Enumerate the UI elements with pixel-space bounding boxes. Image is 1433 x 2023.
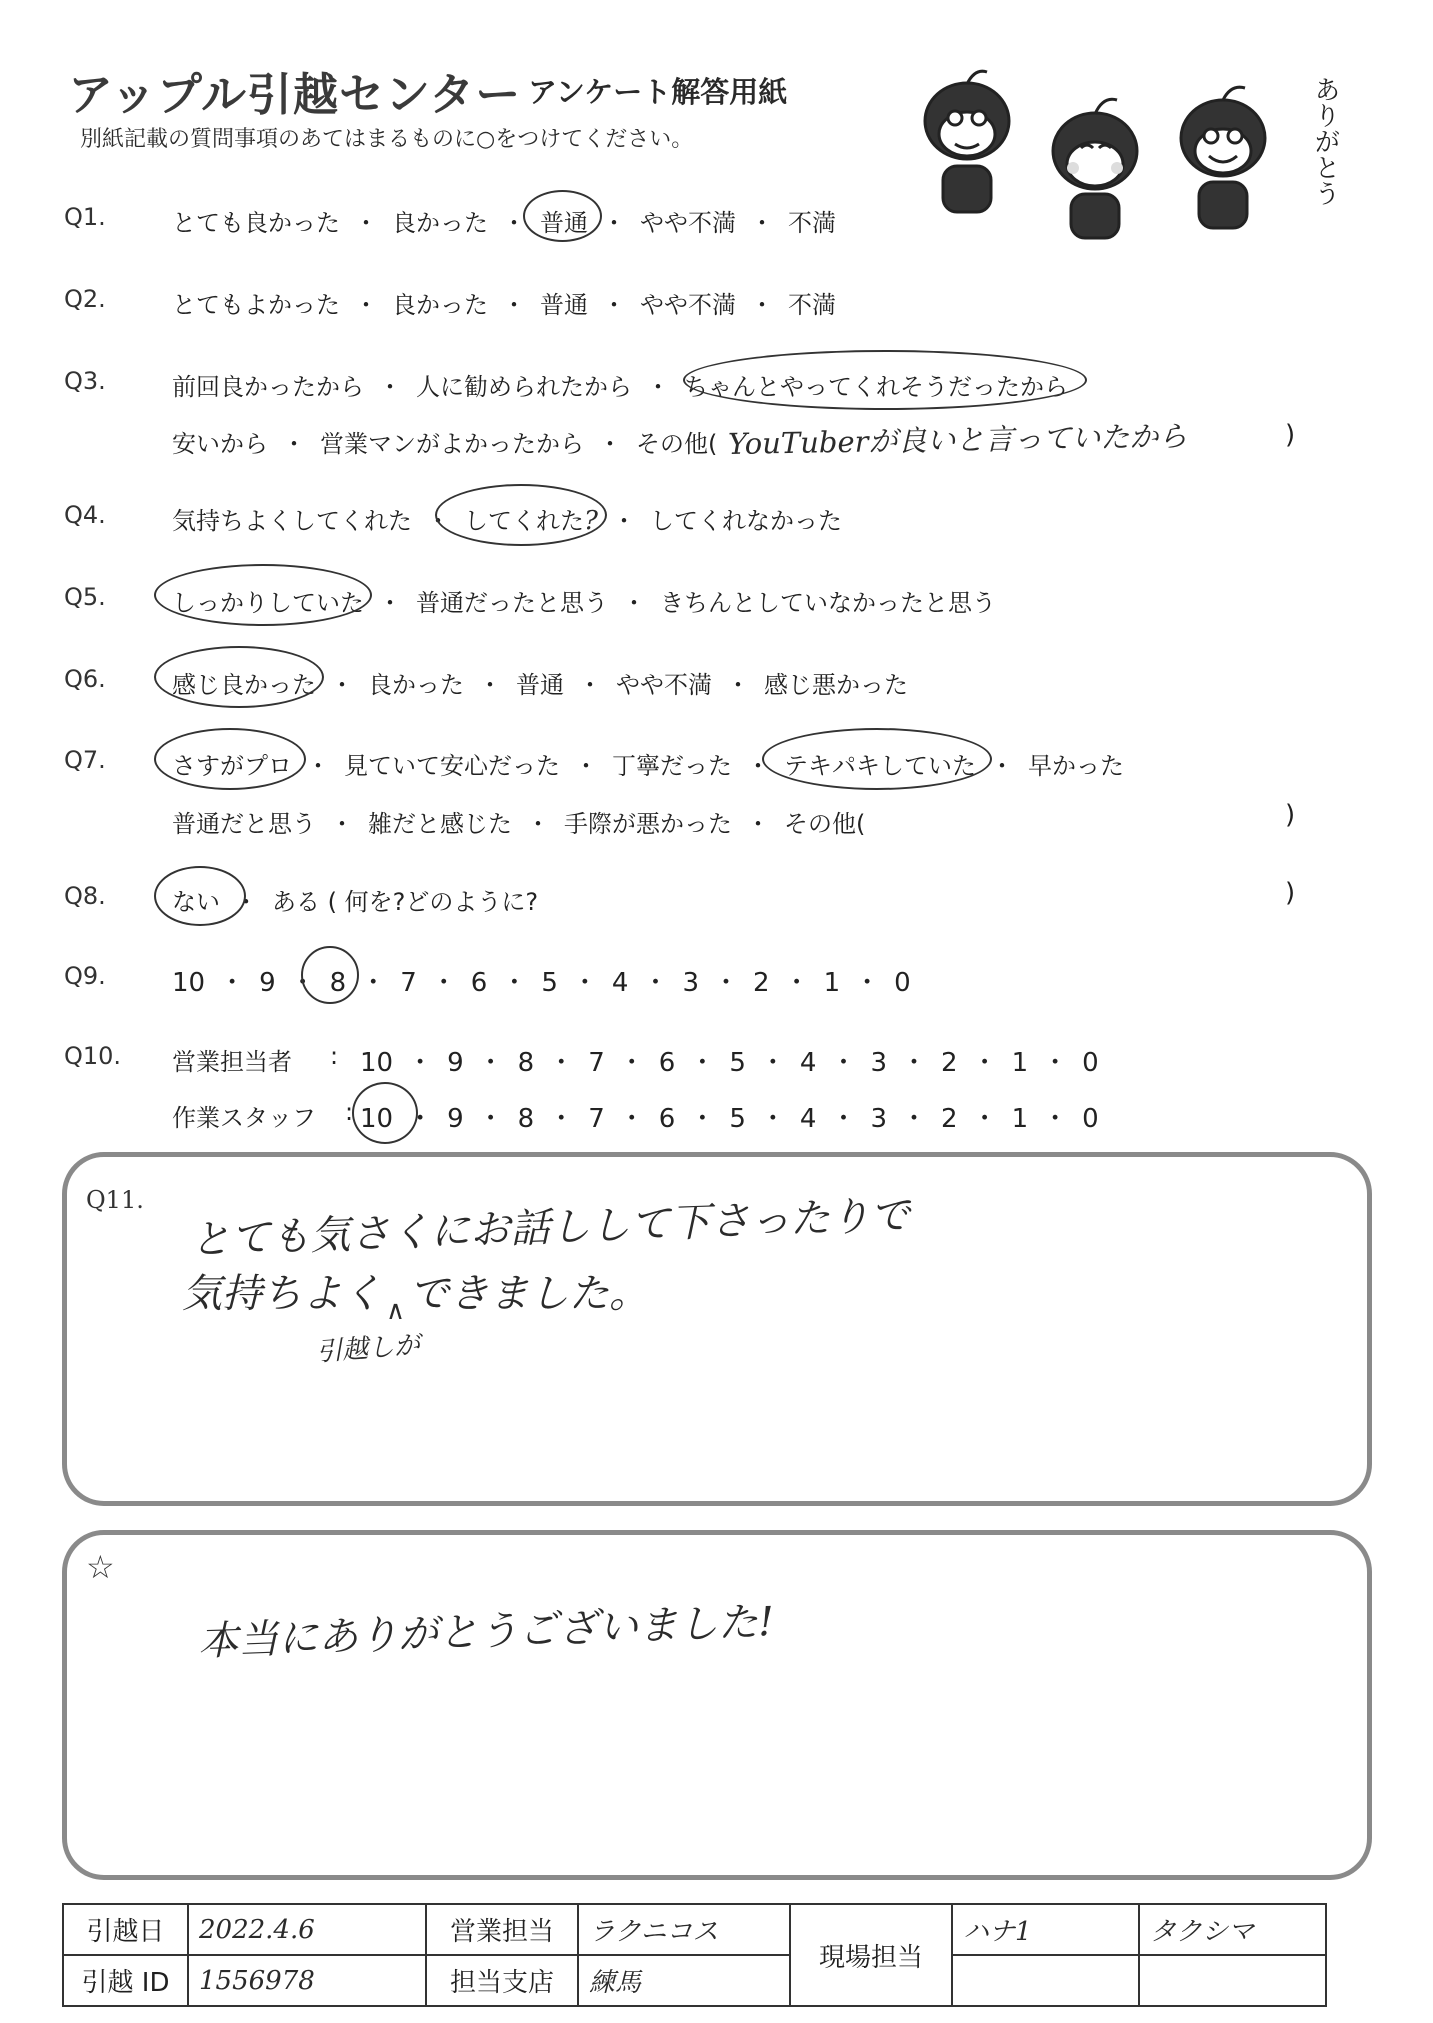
- star-icon: ☆: [86, 1548, 115, 1586]
- q1-option-selected[interactable]: 普通: [540, 209, 588, 237]
- q1-options: とても良かった ・ 良かった ・ 普通 ・ やや不満 ・ 不満: [172, 209, 836, 237]
- q3-option[interactable]: 人に勧められたから: [416, 373, 632, 401]
- q11-handwritten-line1: とても気さくにお話しして下さったりで: [189, 1192, 911, 1264]
- q10-sales-score[interactable]: 5: [729, 1048, 746, 1078]
- site-staff-label: 現場担当: [790, 1904, 952, 2006]
- q6-option[interactable]: 良かった: [368, 671, 464, 699]
- branch-value[interactable]: 練馬: [578, 1955, 790, 2006]
- q3-other-label: その他(: [636, 430, 718, 458]
- q10-sales-score[interactable]: 8: [517, 1048, 535, 1078]
- q6-option[interactable]: やや不満: [616, 671, 712, 699]
- q5-option[interactable]: きちんとしていなかったと思う: [660, 589, 996, 617]
- star-box-handwritten-message: 本当にありがとうございました!: [197, 1598, 775, 1666]
- q1-option[interactable]: やや不満: [640, 209, 736, 237]
- site-staff-empty-cell[interactable]: [952, 1955, 1139, 2006]
- q10-staff-score[interactable]: 5: [729, 1104, 746, 1134]
- monkey-mascot-left-icon: [925, 71, 1009, 212]
- q10-sales-score[interactable]: 1: [1011, 1048, 1029, 1078]
- q7-other-label: その他(: [784, 810, 866, 838]
- q4-option-selected[interactable]: してくれた: [464, 507, 584, 535]
- q9-score-selected[interactable]: 8: [329, 968, 347, 998]
- q11-line2-part1: 気持ちよく: [182, 1271, 382, 1317]
- q8-close-paren: ): [1285, 878, 1296, 908]
- q7-option[interactable]: 丁寧だった: [612, 752, 732, 780]
- company-title: アップル引越センター: [68, 68, 522, 121]
- q4-handwritten-question-mark: ?: [584, 506, 598, 536]
- q7-option[interactable]: 手際が悪かった: [564, 810, 732, 838]
- q10-staff-score[interactable]: 7: [588, 1104, 605, 1134]
- q10-sales-scale: 10 ・ 9 ・ 8 ・ 7 ・ 6 ・ 5 ・ 4 ・ 3 ・ 2 ・ 1 ・ 0: [360, 1048, 1099, 1078]
- q7-label: Q7.: [64, 746, 106, 774]
- q10-staff-score[interactable]: 1: [1011, 1104, 1029, 1134]
- q4-option[interactable]: 気持ちよくしてくれた: [172, 507, 412, 535]
- q7-options-line2: 普通だと思う ・ 雑だと感じた ・ 手際が悪かった ・ その他(: [172, 810, 866, 838]
- q9-score[interactable]: 7: [400, 968, 417, 998]
- q5-label: Q5.: [64, 583, 106, 611]
- q4-options: 気持ちよくしてくれた ・ してくれた? ・ してくれなかった: [172, 506, 842, 536]
- q6-label: Q6.: [64, 665, 106, 693]
- q10-sales-label: 営業担当者: [172, 1048, 292, 1076]
- q3-close-paren: ): [1285, 420, 1296, 450]
- q7-close-paren: ): [1285, 800, 1296, 830]
- q10-sales-score[interactable]: 3: [870, 1048, 888, 1078]
- q3-option[interactable]: 安いから: [172, 430, 268, 458]
- q10-staff-scale: 10 ・ 9 ・ 8 ・ 7 ・ 6 ・ 5 ・ 4 ・ 3 ・ 2 ・ 1 ・ 0: [360, 1104, 1099, 1134]
- q3-option[interactable]: 前回良かったから: [172, 373, 364, 401]
- q1-option[interactable]: 良かった: [392, 209, 488, 237]
- q10-staff-label: 作業スタッフ: [172, 1104, 316, 1132]
- q2-option[interactable]: やや不満: [640, 291, 736, 319]
- q6-option[interactable]: 普通: [516, 671, 564, 699]
- q10-staff-score-selected[interactable]: 10: [360, 1104, 394, 1134]
- q10-staff-colon: :: [345, 1098, 354, 1126]
- q2-label: Q2.: [64, 285, 106, 313]
- form-subtitle: アンケート解答用紙: [528, 75, 788, 109]
- q8-options: ない ・ ある ( 何を?どのように?: [172, 888, 539, 916]
- q7-option[interactable]: 見ていて安心だった: [344, 752, 560, 780]
- q3-option[interactable]: 営業マンがよかったから: [320, 430, 584, 458]
- q10-staff-score[interactable]: 9: [447, 1104, 464, 1134]
- q7-options-line1: さすがプロ ・ 見ていて安心だった ・ 丁寧だった ・ テキパキしていた ・ 早かった: [172, 752, 1124, 780]
- q2-option[interactable]: 良かった: [392, 291, 488, 319]
- q4-label: Q4.: [64, 501, 106, 529]
- q1-option[interactable]: 不満: [788, 209, 836, 237]
- q3-other-handwritten: YouTuberが良いと言っていたから: [727, 418, 1188, 462]
- q10-staff-score[interactable]: 4: [799, 1104, 817, 1134]
- q7-option-selected[interactable]: さすがプロ: [172, 752, 292, 780]
- q10-staff-score[interactable]: 2: [941, 1104, 958, 1134]
- move-id-label: 引越 ID: [63, 1955, 188, 2006]
- q3-options-line2: 安いから ・ 営業マンがよかったから ・ その他(: [172, 430, 718, 458]
- q6-option-selected[interactable]: 感じ良かった: [172, 671, 316, 699]
- q2-option[interactable]: 普通: [540, 291, 588, 319]
- star-comment-box[interactable]: [62, 1530, 1372, 1880]
- q3-option-selected[interactable]: ちゃんとやってくれそうだったから: [684, 373, 1068, 401]
- q6-options: 感じ良かった ・ 良かった ・ 普通 ・ やや不満 ・ 感じ悪かった: [172, 671, 908, 699]
- q9-score[interactable]: 2: [753, 968, 770, 998]
- q10-sales-score[interactable]: 10: [360, 1048, 394, 1078]
- q2-option[interactable]: とてもよかった: [172, 291, 340, 319]
- q11-line2-part2: できました。: [409, 1271, 650, 1317]
- q11-handwritten-line2: [182, 1262, 649, 1326]
- q5-option-selected[interactable]: しっかりしていた: [172, 589, 364, 617]
- q9-scale: 10 ・ 9 ・ 8 ・ 7 ・ 6 ・ 5 ・ 4 ・ 3 ・ 2 ・ 1 ・ 0: [172, 968, 911, 998]
- site-staff-1[interactable]: ハナ1: [952, 1904, 1139, 1955]
- q1-label: Q1.: [64, 203, 106, 231]
- monkey-mascot-right-icon: [1181, 87, 1265, 228]
- q10-staff-score[interactable]: 0: [1082, 1104, 1099, 1134]
- monkey-mascot-middle-icon: [1053, 99, 1137, 238]
- q10-sales-score[interactable]: 6: [658, 1048, 676, 1078]
- branch-label: 担当支店: [426, 1955, 578, 2006]
- q4-option[interactable]: してくれなかった: [649, 507, 842, 535]
- q10-sales-score[interactable]: 4: [799, 1048, 817, 1078]
- sales-rep-value[interactable]: ラクニコス: [578, 1904, 790, 1955]
- q2-option[interactable]: 不満: [788, 291, 836, 319]
- q8-label: Q8.: [64, 882, 106, 910]
- move-info-table: [62, 1903, 1327, 2007]
- q11-label: Q11.: [86, 1186, 144, 1214]
- q8-option[interactable]: ある ( 何を?どのように?: [272, 888, 539, 916]
- q9-score[interactable]: 9: [259, 968, 276, 998]
- q3-label: Q3.: [64, 367, 106, 395]
- monkey-mascots-illustration: [905, 56, 1340, 246]
- move-id-value[interactable]: 1556978: [188, 1955, 426, 2006]
- q3-options-line1: 前回良かったから ・ 人に勧められたから ・ ちゃんとやってくれそうだったから: [172, 373, 1068, 401]
- insertion-caret-icon: ∧: [386, 1296, 406, 1326]
- q7-option[interactable]: 雑だと感じた: [368, 810, 512, 838]
- q11-handwritten-insert: 引越しが: [315, 1330, 422, 1368]
- q9-score[interactable]: 5: [541, 968, 558, 998]
- q7-option[interactable]: 早かった: [1028, 752, 1124, 780]
- q10-sales-score[interactable]: 9: [447, 1048, 464, 1078]
- q7-option[interactable]: 普通だと思う: [172, 810, 316, 838]
- q7-option-selected[interactable]: テキパキしていた: [784, 752, 976, 780]
- q9-score[interactable]: 4: [611, 968, 629, 998]
- q9-score[interactable]: 6: [470, 968, 488, 998]
- q10-staff-score[interactable]: 8: [517, 1104, 535, 1134]
- q9-score[interactable]: 0: [894, 968, 911, 998]
- q9-score[interactable]: 1: [823, 968, 841, 998]
- q10-sales-score[interactable]: 0: [1082, 1048, 1099, 1078]
- q10-label: Q10.: [64, 1042, 122, 1070]
- q9-label: Q9.: [64, 962, 106, 990]
- q10-sales-colon: :: [330, 1042, 339, 1070]
- move-date-label: 引越日: [63, 1904, 188, 1955]
- q10-staff-score[interactable]: 3: [870, 1104, 888, 1134]
- q5-option[interactable]: 普通だったと思う: [416, 589, 608, 617]
- q10-sales-score[interactable]: 7: [588, 1048, 605, 1078]
- sales-rep-label: 営業担当: [426, 1904, 578, 1955]
- mascot-thanks-text: ありがとう: [1310, 76, 1340, 206]
- q2-options: とてもよかった ・ 良かった ・ 普通 ・ やや不満 ・ 不満: [172, 291, 836, 319]
- q9-score[interactable]: 3: [682, 968, 700, 998]
- q9-score[interactable]: 10: [172, 968, 206, 998]
- q10-staff-score[interactable]: 6: [658, 1104, 676, 1134]
- site-staff-2[interactable]: タクシマ: [1139, 1904, 1326, 1955]
- site-staff-empty-cell[interactable]: [1139, 1955, 1326, 2006]
- move-date-value[interactable]: 2022.4.6: [188, 1904, 426, 1955]
- q8-option-selected[interactable]: ない: [172, 888, 220, 916]
- instruction-text: 別紙記載の質問事項のあてはまるものに○をつけてください。: [80, 127, 694, 152]
- q1-option[interactable]: とても良かった: [172, 209, 340, 237]
- q5-options: しっかりしていた ・ 普通だったと思う ・ きちんとしていなかったと思う: [172, 589, 996, 617]
- q10-sales-score[interactable]: 2: [941, 1048, 958, 1078]
- q6-option[interactable]: 感じ悪かった: [764, 671, 908, 699]
